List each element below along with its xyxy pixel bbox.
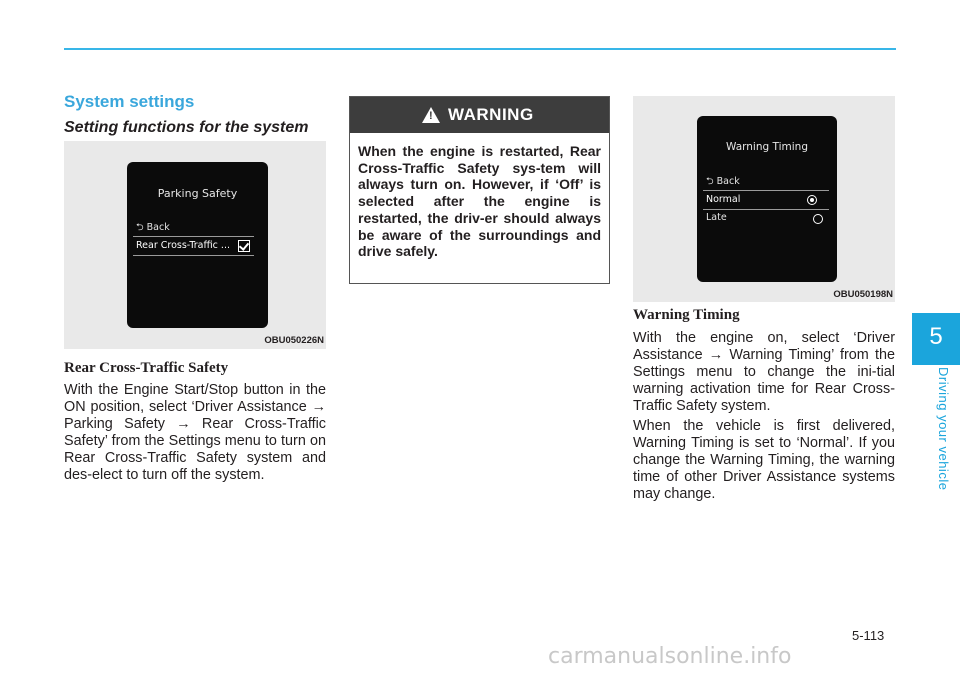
cluster-screen bbox=[127, 162, 268, 328]
figure-code: OBU050198N bbox=[833, 289, 893, 300]
figure-warning-timing bbox=[633, 96, 895, 302]
option-normal-label: Normal bbox=[706, 194, 741, 205]
top-rule bbox=[64, 48, 896, 50]
selected-menu-item bbox=[133, 236, 254, 256]
rcts-paragraph: With the Engine Start/Stop button in the ON position, select ‘Driver Assistance → Parking Safety → Rear Cross-Traffic Safety’ from the Settings menu to turn on Rear Cross-Traffic Safety system and des-elect to turn off the system. bbox=[64, 382, 326, 483]
section-title: System settings bbox=[64, 92, 195, 111]
warning-triangle-icon: ! bbox=[422, 107, 440, 123]
back-item: ⮌ Back bbox=[706, 176, 740, 187]
radio-unselected-icon bbox=[813, 214, 823, 224]
checkbox-checked-icon bbox=[238, 240, 250, 252]
figure-parking-safety bbox=[64, 141, 326, 349]
warning-text: When the engine is restarted, Rear Cross-Traffic Safety sys-tem will always turn on. However, if ‘Off’ is selected after the engine is restarted, the driv-er should always be aware of the surroundings and drive safely. bbox=[358, 143, 601, 260]
timing-paragraph-1: With the engine on, select ‘Driver Assistance → Warning Timing’ from the Settings menu to change the ini-tial warning activation time for Rear Cross- Traffic Safety system. bbox=[633, 330, 895, 414]
radio-selected-icon bbox=[807, 195, 817, 205]
chapter-title: Driving your vehicle bbox=[936, 367, 951, 491]
chapter-number: 5 bbox=[929, 323, 943, 350]
screen-title: Parking Safety bbox=[157, 187, 238, 200]
footer-watermark: carmanualsonline.info bbox=[548, 644, 792, 669]
figure-code: OBU050226N bbox=[264, 335, 324, 346]
back-item: ⮌ Back bbox=[136, 222, 170, 233]
timing-heading: Warning Timing bbox=[633, 307, 740, 323]
cluster-screen bbox=[697, 116, 837, 282]
warning-header bbox=[350, 97, 609, 133]
warning-box bbox=[349, 96, 610, 284]
chapter-title-vertical bbox=[937, 367, 951, 507]
rcts-heading: Rear Cross-Traffic Safety bbox=[64, 360, 229, 376]
chapter-tab bbox=[912, 313, 960, 365]
selected-menu-item-label: Rear Cross-Traffic ... bbox=[136, 240, 230, 251]
selected-menu-item bbox=[703, 190, 829, 210]
option-late-label: Late bbox=[706, 212, 727, 223]
timing-paragraph-2: When the vehicle is first delivered, Warning Timing is set to ‘Normal’. If you change the Warning Timing, the warning time of other Driver Assistance systems may change. bbox=[633, 418, 895, 502]
warning-title: WARNING bbox=[448, 105, 534, 124]
screen-title: Warning Timing bbox=[726, 141, 808, 153]
section-subtitle: Setting functions for the system bbox=[64, 119, 309, 136]
page-number: 5-113 bbox=[852, 628, 885, 643]
